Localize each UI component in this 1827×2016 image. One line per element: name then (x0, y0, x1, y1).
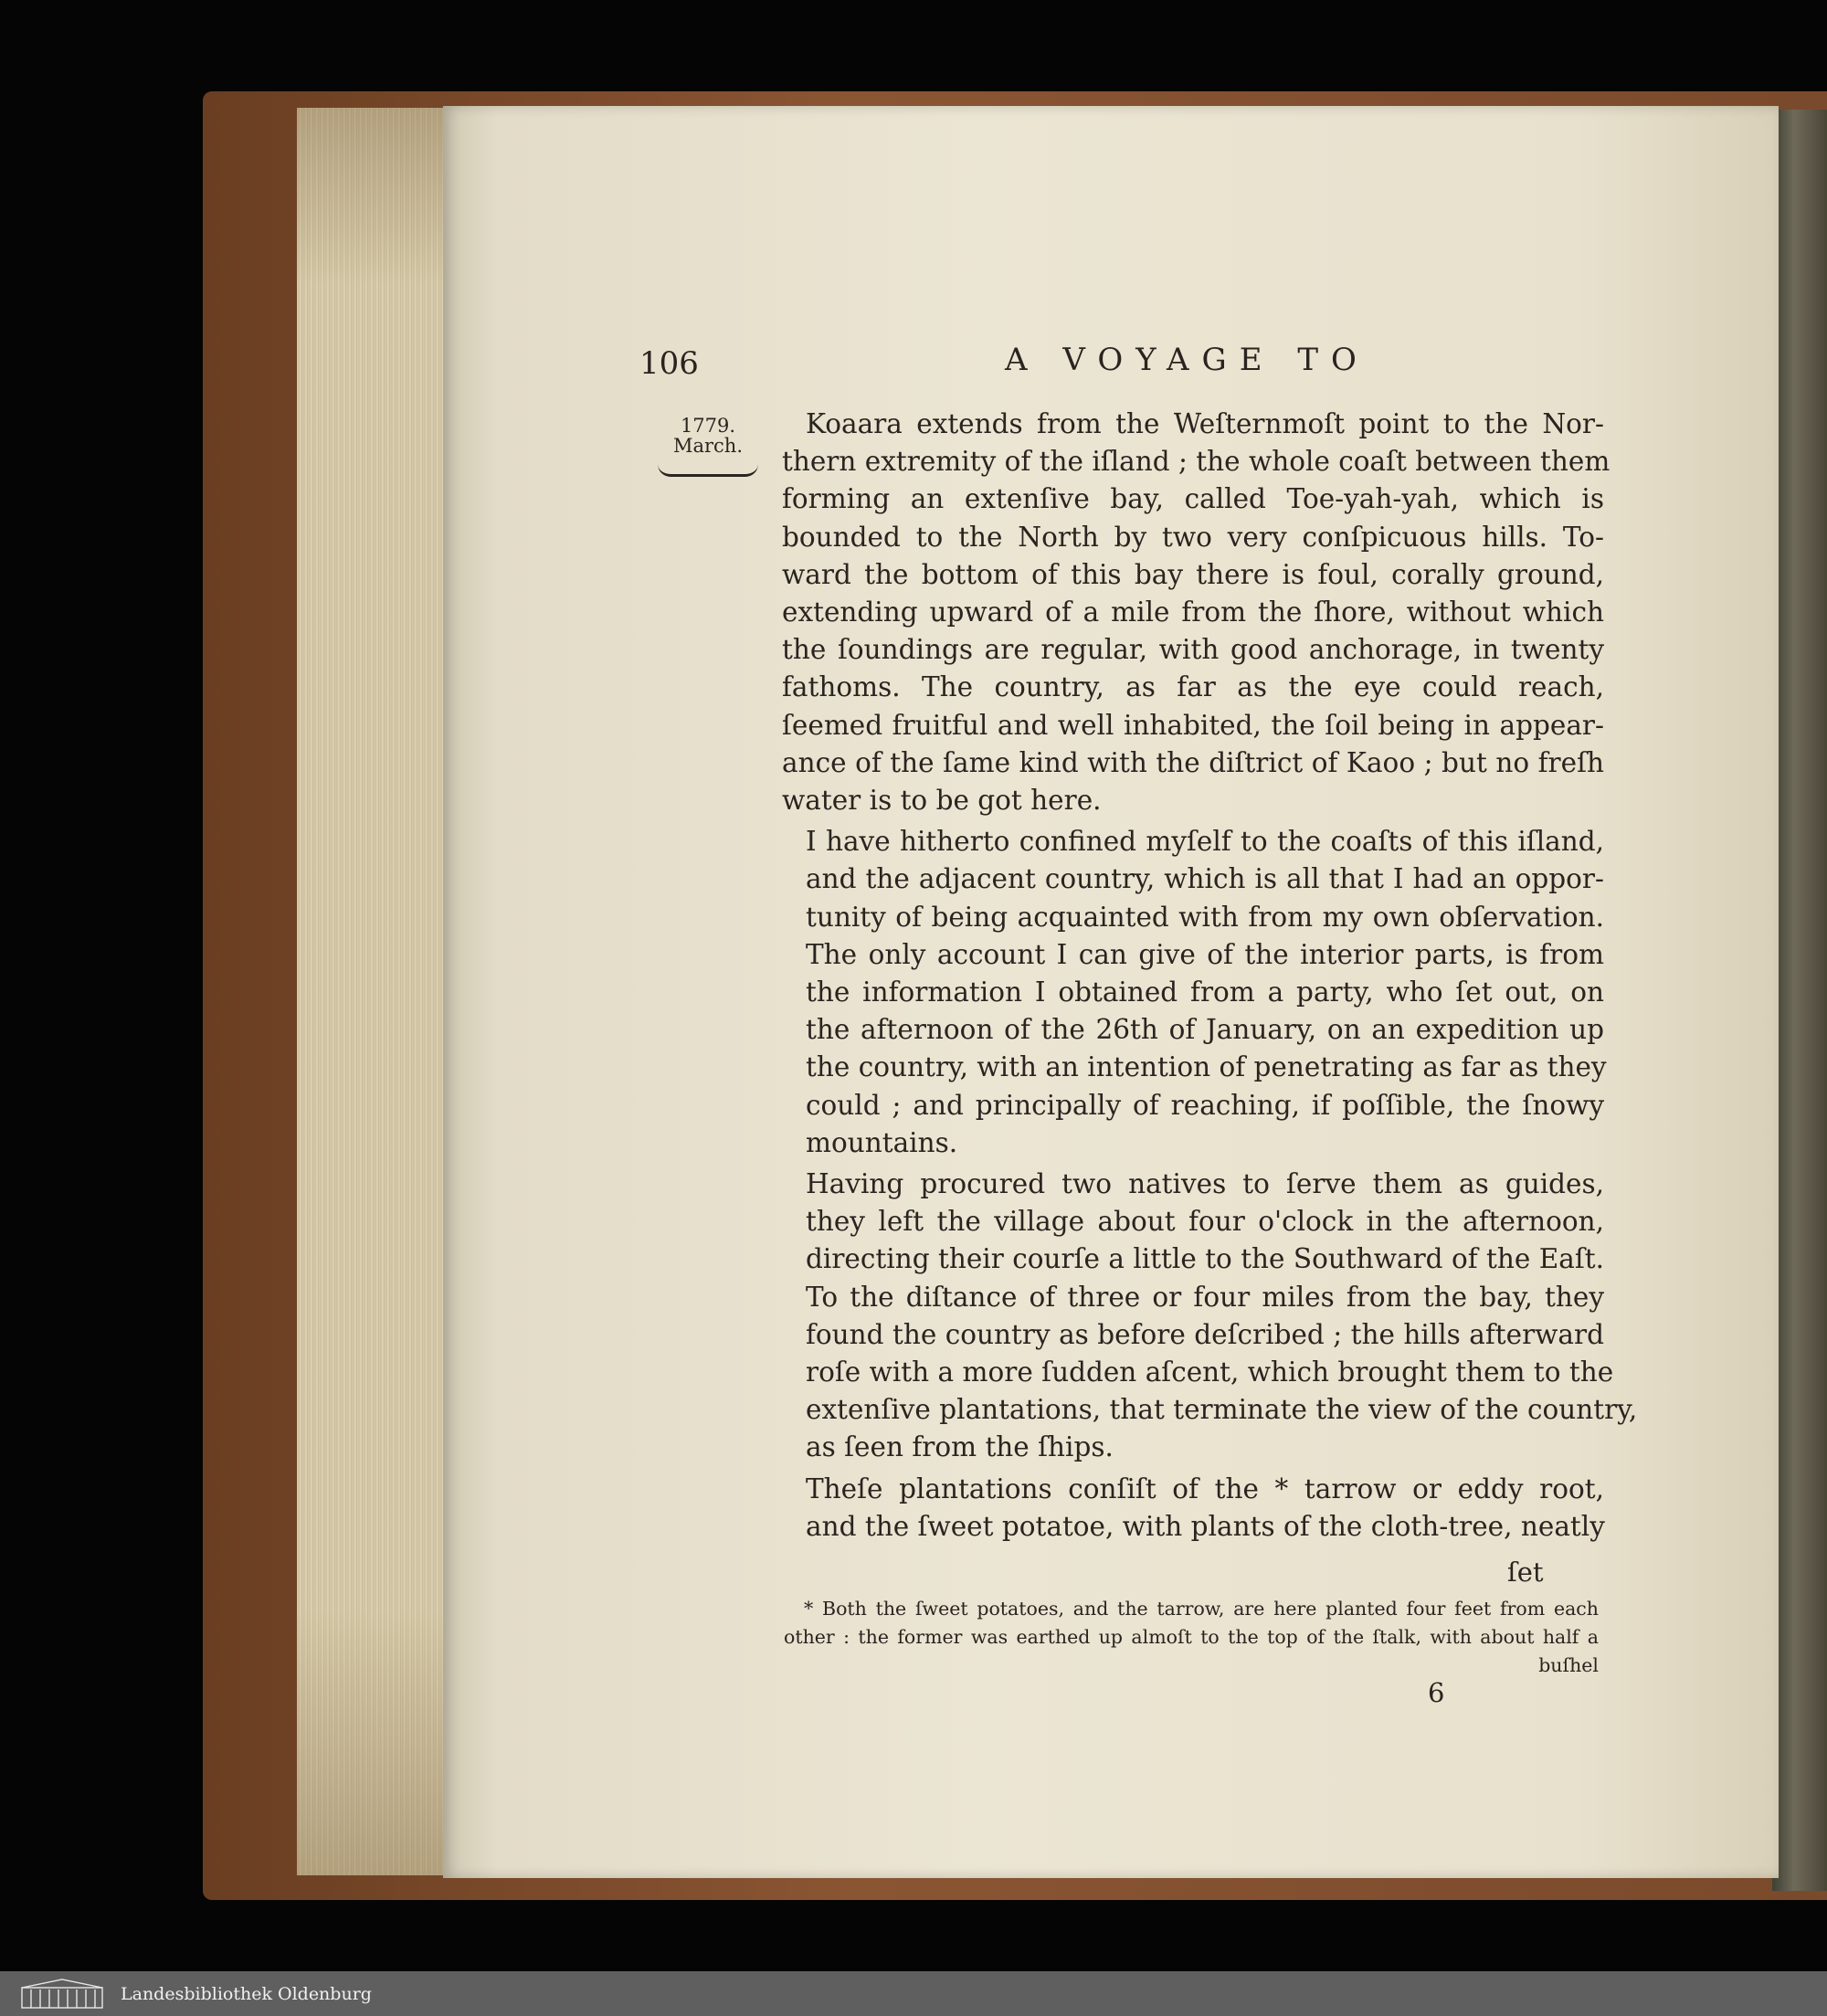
footer-bar (0, 1971, 1827, 2016)
text-line: the information I obtained from a party, who ſet out, on (806, 976, 1604, 1008)
text-line: ance of the ſame kind with the diſtrict of Kaoo ; but no freſh (782, 746, 1604, 778)
body-text (782, 406, 1638, 1546)
text-line: as ſeen from the ſhips. (806, 1431, 1114, 1463)
margin-note-year: 1779. (680, 415, 736, 437)
text-line: and the adjacent country, which is all that I had an oppor- (806, 863, 1604, 895)
text-line: found the country as before deſcribed ; the hills afterward (806, 1318, 1604, 1350)
text-line: mountains. (806, 1126, 958, 1158)
text-line: water is to be got here. (782, 785, 1102, 817)
text-line: the country, with an intention of penetrating as far as they (806, 1051, 1607, 1083)
text-line: and the ſweet potatoe, with plants of the cloth-tree, neatly (806, 1510, 1605, 1542)
text-line: Theſe plantations conſiſt of the * tarrow or eddy root, (806, 1472, 1604, 1504)
paragraph (782, 1166, 1638, 1467)
text-line: bounded to the North by two very conſpicuous hills. To- (782, 521, 1604, 553)
text-line: I have hitherto confined myſelf to the coaſts of this iſland, (806, 826, 1604, 858)
text-line: directing their courſe a little to the Southward of the Eaſt. (806, 1243, 1604, 1275)
text-line: The only account I can give of the interior parts, is from (806, 938, 1604, 970)
text-line: roſe with a more ſudden aſcent, which brought them to the (806, 1356, 1614, 1388)
paragraph (782, 406, 1611, 819)
text-line: Having procured two natives to ſerve them as guides, (806, 1168, 1604, 1200)
library-building-icon (16, 1977, 108, 2011)
book-cover-right (1772, 110, 1827, 1891)
text-line: ward the bottom of this bay there is foul, corally ground, (782, 558, 1604, 590)
brace-icon (658, 461, 758, 477)
paragraph (782, 1471, 1604, 1546)
text-line: thern extremity of the iſland ; the whole coaſt between them (782, 446, 1611, 478)
footnote (784, 1595, 1599, 1680)
text-line: they left the village about four o'clock in the afternoon, (806, 1206, 1604, 1238)
catchword: ſet (1507, 1557, 1544, 1588)
footer-label: Landesbibliothek Oldenburg (121, 1983, 372, 2004)
text-line: extending upward of a mile from the ſhore, without which (782, 596, 1604, 628)
text-line: extenſive plantations, that terminate the view of the country, (806, 1394, 1638, 1426)
text-line: the afternoon of the 26th of January, on an expedition up (806, 1014, 1604, 1046)
text-line: fathoms. The country, as far as the eye could reach, (782, 671, 1604, 703)
margin-note (658, 416, 758, 477)
footnote-line: other : the former was earthed up almoſt to the top of the ſtalk, with about half a (784, 1626, 1599, 1648)
text-line: forming an extenſive bay, called Toe-yah-yah, which is (782, 483, 1604, 515)
text-line: tunity of being acquainted with from my own obſervation. (806, 901, 1604, 933)
text-line: ſeemed fruitful and well inhabited, the ſoil being in appear- (782, 709, 1604, 741)
page-number: 106 (639, 345, 699, 382)
running-title: A VOYAGE TO (1005, 342, 1369, 378)
text-line: Koaara extends from the Weſternmoſt point to the Nor- (806, 408, 1604, 439)
text-line: To the diſtance of three or four miles from the bay, they (806, 1281, 1604, 1313)
paragraph (782, 823, 1607, 1162)
page-edges (297, 108, 443, 1875)
signature-mark: 6 (1428, 1677, 1445, 1708)
margin-note-month: March. (672, 435, 744, 457)
text-line: could ; and principally of reaching, if poſſible, the ſnowy (806, 1089, 1604, 1121)
footnote-line: * Both the ſweet potatoes, and the tarrow, are here planted four feet from each (804, 1598, 1599, 1620)
text-line: the ſoundings are regular, with good anchorage, in twenty (782, 634, 1604, 666)
footnote-catchword: buſhel (1538, 1654, 1599, 1676)
